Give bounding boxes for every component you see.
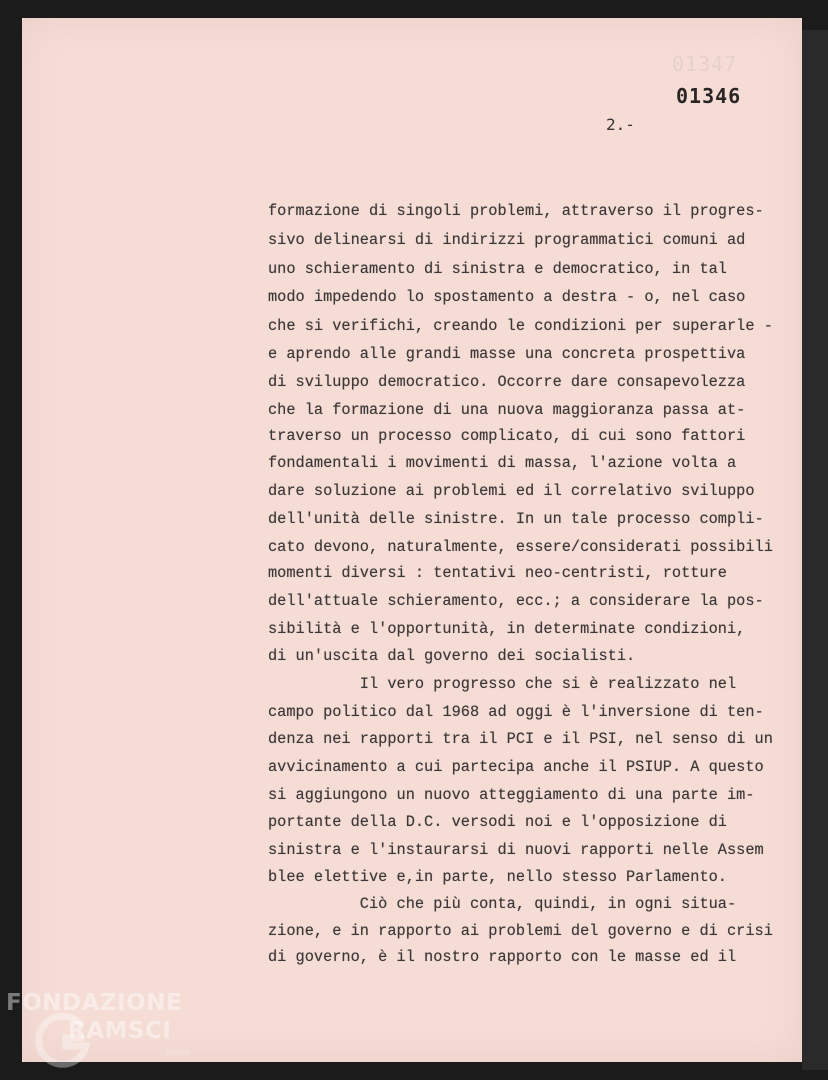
text-line: traverso un processo complicato, di cui sono fattori [268, 427, 746, 445]
text-line: modo impedendo lo spostamento a destra - o, nel caso [268, 288, 746, 306]
text-line: blee elettive e,in parte, nello stesso Parlamento. [268, 868, 727, 886]
text-line: formazione di singoli problemi, attraverso il progres- [268, 202, 764, 220]
text-line: zione, e in rapporto ai problemi del governo e di crisi [268, 922, 773, 940]
text-line: di sviluppo democratico. Occorre dare consapevolezza [268, 373, 746, 391]
text-line: fondamentali i movimenti di massa, l'azione volta a [268, 454, 737, 472]
page-number: 2.- [606, 115, 635, 134]
text-line: dare soluzione ai problemi ed il correlativo sviluppo [268, 482, 755, 500]
logo-text-gramsci: RAMSCI [68, 1018, 172, 1044]
scanner-edge [802, 30, 828, 1070]
text-line: cato devono, naturalmente, essere/considerati possibili [268, 538, 773, 556]
logo-text-onlus: onlus [166, 1048, 191, 1058]
text-line: sivo delinearsi di indirizzi programmatici comuni ad [268, 231, 746, 249]
text-line: uno schieramento di sinistra e democratico, in tal [268, 260, 727, 278]
text-line: Ciò che più conta, quindi, in ogni situa- [268, 895, 737, 913]
text-line: portante della D.C. versodi noi e l'opposizione di [268, 813, 727, 831]
text-line: denza nei rapporti tra il PCI e il PSI, nel senso di un [268, 730, 773, 748]
text-line: che si verifichi, creando le condizioni per superarle - [268, 317, 773, 335]
text-line: momenti diversi : tentativi neo-centristi, rotture [268, 564, 727, 582]
fondazione-gramsci-watermark [6, 988, 206, 1078]
text-line: avvicinamento a cui partecipa anche il PSIUP. A questo [268, 758, 764, 776]
text-line: Il vero progresso che si è realizzato nel [268, 675, 737, 693]
text-line: sinistra e l'instaurarsi di nuovi rapporti nelle Assem [268, 841, 764, 859]
text-line: dell'attuale schieramento, ecc.; a considerare la pos- [268, 592, 764, 610]
logo-text-fondazione: FONDAZIONE [6, 990, 183, 1016]
text-line: e aprendo alle grandi masse una concreta prospettiva [268, 345, 746, 363]
text-line: che la formazione di una nuova maggioranza passa at- [268, 401, 746, 419]
text-line: di governo, è il nostro rapporto con le masse ed il [268, 948, 737, 966]
document-number: 01346 [676, 84, 742, 108]
text-line: si aggiungono un nuovo atteggiamento di una parte im- [268, 786, 755, 804]
text-line: di un'uscita dal governo dei socialisti. [268, 647, 636, 665]
text-line: sibilità e l'opportunità, in determinate condizioni, [268, 620, 746, 638]
bleed-through-number: 01347 [672, 52, 738, 76]
text-line: campo politico dal 1968 ad oggi è l'inversione di ten- [268, 703, 764, 721]
text-line: dell'unità delle sinistre. In un tale processo compli- [268, 510, 764, 528]
